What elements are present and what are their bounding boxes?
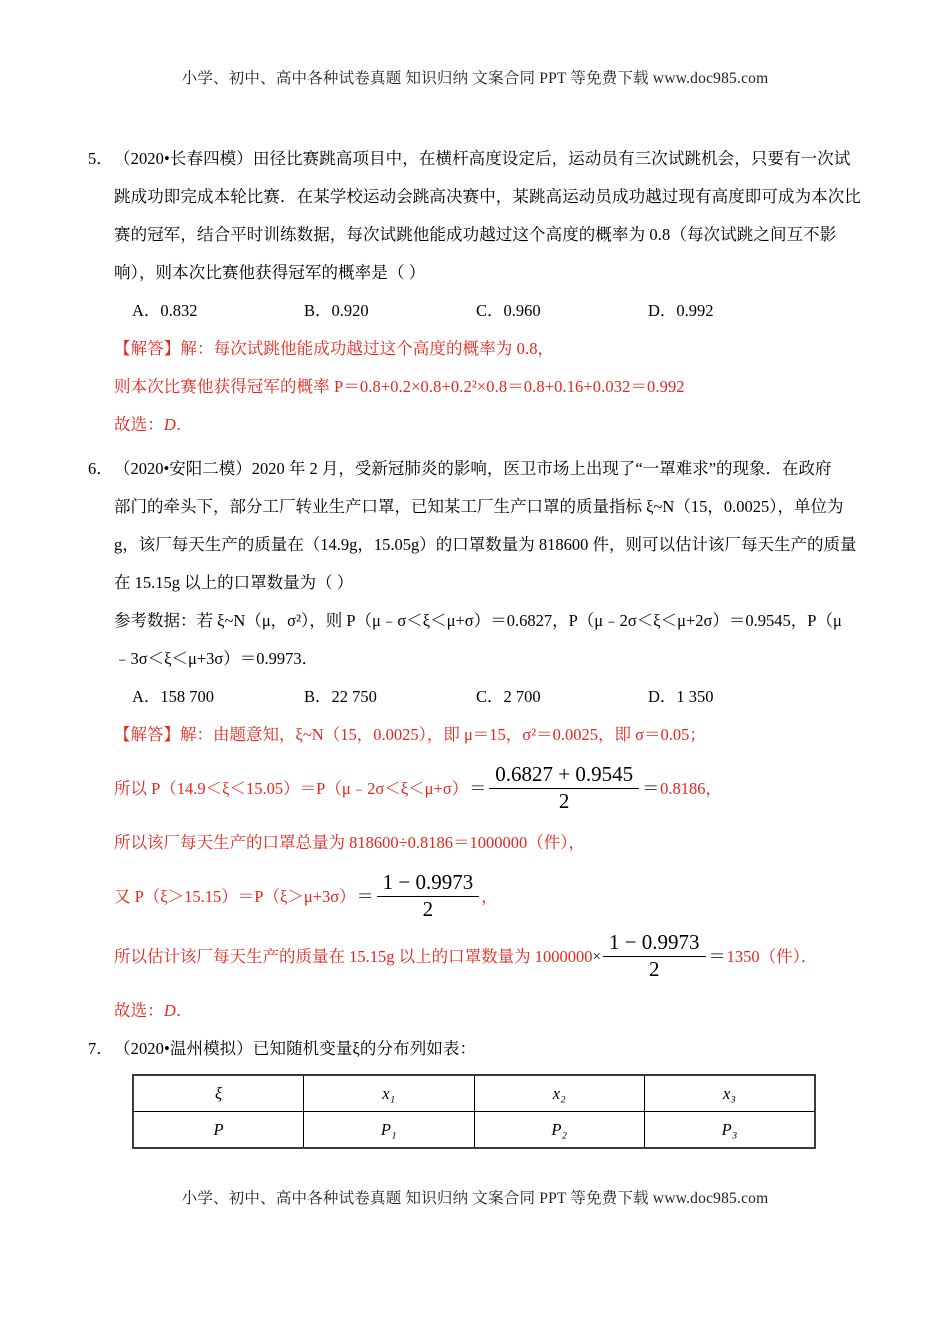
fraction xyxy=(489,763,639,813)
table-cell-x2: x₂ xyxy=(474,1075,645,1112)
distribution-table xyxy=(132,1074,816,1149)
fraction-denominator: 2 xyxy=(558,788,570,813)
option-b-value: 0.920 xyxy=(331,301,369,320)
option-a-label: A． xyxy=(132,687,161,706)
answer-line: 则本次比赛他获得冠军的概率 P＝0.8+0.2×0.8+0.2²×0.8＝0.8+0.16+0.032＝0.992 xyxy=(114,377,685,396)
answer-line xyxy=(114,716,878,754)
question-body-7 xyxy=(114,1030,878,1149)
answer-fraction-line-3 xyxy=(114,932,878,982)
fraction-prefix: 所以 P（14.9＜ξ＜15.05）＝P（μ﹣2σ＜ξ＜μ+σ） xyxy=(114,779,469,799)
answer-text: 每次试跳他能成功越过这个高度的概率为 0.8， xyxy=(213,339,555,358)
option-a-value: 0.832 xyxy=(160,301,198,320)
option-d-value: 1 350 xyxy=(676,687,714,706)
option-a-value: 158 700 xyxy=(160,687,215,706)
question-stem-line: 跳成功即完成本轮比赛．在某学校运动会跳高决赛中，某跳高运动员成功越过现有高度即可成为本次比 xyxy=(114,187,861,206)
table-cell-p: P xyxy=(133,1112,304,1149)
table-cell-p3: P₃ xyxy=(645,1112,816,1149)
question-stem-line: g，该厂每天生产的质量在（14.9g，15.05g）的口罩数量为 818600 件，则可以估计该厂每天生产的质量 xyxy=(114,535,857,554)
table-cell-p2: P₂ xyxy=(474,1112,645,1149)
question-stem-line: 响），则本次比赛他获得冠军的概率是（ ） xyxy=(114,263,426,282)
answer-fraction-line-2 xyxy=(114,872,878,922)
reference-data-line: ﹣3σ＜ξ＜μ+3σ）＝0.9973． xyxy=(114,649,319,668)
fraction-suffix: ， xyxy=(481,887,498,907)
answer-label: 【解答】解： xyxy=(114,725,213,744)
option-c-value: 2 700 xyxy=(503,687,541,706)
option-row-5 xyxy=(114,292,878,330)
table-cell-x3: x₃ xyxy=(645,1075,816,1112)
fraction-denominator: 2 xyxy=(422,896,434,921)
table-cell-p1: P₁ xyxy=(304,1112,475,1149)
question-number-6: 6． xyxy=(88,459,113,478)
option-b-value: 22 750 xyxy=(331,687,377,706)
answer-fraction-line-1 xyxy=(114,764,878,814)
answer-line: 所以该厂每天生产的口罩总量为 818600÷0.8186＝1000000（件）， xyxy=(114,833,586,853)
question-body-6 xyxy=(114,450,878,1030)
choose-prefix: 故选： xyxy=(114,415,164,434)
fraction-numerator: 0.6827 + 0.9545 xyxy=(489,763,639,789)
times-sign: × xyxy=(592,949,601,966)
reference-data-line: 参考数据：若 ξ~N（μ，σ²），则 P（μ﹣σ＜ξ＜μ+σ）＝0.6827，P（μ﹣2σ＜ξ＜μ+2σ）＝0.9545，P（μ xyxy=(114,611,842,630)
answer-choose-line xyxy=(114,406,878,444)
question-block-6 xyxy=(88,450,878,1030)
table-cell-x1: x₁ xyxy=(304,1075,475,1112)
question-stem-line: （2020•安阳二模）2020 年 2 月，受新冠肺炎的影响，医卫市场上出现了“一罩难求”的现象．在政府 xyxy=(114,459,832,478)
fraction-denominator: 2 xyxy=(649,956,660,981)
option-d-label: D． xyxy=(648,687,677,706)
option-c-label: C． xyxy=(476,687,504,706)
document-content xyxy=(88,140,878,1149)
option-a[interactable] xyxy=(132,292,198,330)
option-d[interactable] xyxy=(648,292,714,330)
question-block-7 xyxy=(88,1030,878,1149)
question-stem-line: 部门的牵头下，部分工厂转业生产口罩，已知某工厂生产口罩的质量指标 ξ~N（15，0.0025），单位为 xyxy=(114,497,844,516)
option-a-label: A． xyxy=(132,301,161,320)
option-b[interactable] xyxy=(304,292,369,330)
equals-sign: ＝ xyxy=(708,947,726,967)
running-foot: 小学、初中、高中各种试卷真题 知识归纳 文案合同 PPT 等免费下载 www.doc985.com xyxy=(181,1190,769,1207)
answer-text: 由题意知，ξ~N（15，0.0025），即 μ＝15，σ²＝0.0025，即 σ＝0.05； xyxy=(213,725,706,744)
running-head: 小学、初中、高中各种试卷真题 知识归纳 文案合同 PPT 等免费下载 www.doc985.com xyxy=(181,70,769,87)
answer-label: 【解答】解： xyxy=(114,339,214,358)
option-b-label: B． xyxy=(304,301,332,320)
answer-choose-line xyxy=(114,992,878,1030)
fraction xyxy=(377,871,480,921)
question-stem-line: 赛的冠军，结合平时训练数据，每次试跳他能成功越过这个高度的概率为 0.8（每次试跳之间互不影 xyxy=(114,225,837,244)
fraction-result: 1350（件）． xyxy=(726,947,818,967)
fraction-numerator: 1 − 0.9973 xyxy=(603,931,706,957)
fraction-result: 0.8186， xyxy=(660,779,722,799)
question-number-5: 5． xyxy=(88,149,113,168)
option-c-value: 0.960 xyxy=(503,301,541,320)
option-c[interactable] xyxy=(476,678,541,716)
table-row xyxy=(133,1112,815,1149)
option-d-label: D． xyxy=(648,301,677,320)
table-row xyxy=(133,1075,815,1112)
choose-value: D． xyxy=(163,415,193,434)
question-stem-line: （2020•长春四模）田径比赛跳高项目中，在横杆高度设定后，运动员有三次试跳机会，只要有一次试 xyxy=(114,149,851,168)
question-number-7: 7． xyxy=(88,1039,113,1059)
option-c-label: C． xyxy=(476,301,504,320)
question-block-5 xyxy=(88,140,878,444)
question-stem-line: （2020•温州模拟）已知随机变量ξ的分布列如表： xyxy=(114,1039,477,1059)
choose-value: D． xyxy=(163,1001,193,1021)
option-d[interactable] xyxy=(648,678,714,716)
equals-sign: ＝ xyxy=(642,779,660,799)
equals-sign: ＝ xyxy=(356,887,374,907)
option-c[interactable] xyxy=(476,292,541,330)
question-stem-line: 在 15.15g 以上的口罩数量为（ ） xyxy=(114,573,354,592)
option-row-6 xyxy=(114,678,878,716)
question-body-5 xyxy=(114,140,878,444)
equals-sign: ＝ xyxy=(469,779,487,799)
option-b-label: B． xyxy=(304,687,332,706)
option-b[interactable] xyxy=(304,678,377,716)
fraction xyxy=(603,931,706,981)
table-cell-xi: ξ xyxy=(133,1075,304,1112)
option-d-value: 0.992 xyxy=(676,301,714,320)
choose-prefix: 故选： xyxy=(114,1001,164,1021)
option-a[interactable] xyxy=(132,678,214,716)
fraction-prefix: 所以估计该厂每天生产的质量在 15.15g 以上的口罩数量为 1000000 xyxy=(114,947,593,967)
fraction-numerator: 1 − 0.9973 xyxy=(377,871,480,897)
fraction-prefix: 又 P（ξ＞15.15）＝P（ξ＞μ+3σ） xyxy=(114,887,356,907)
answer-line xyxy=(114,330,878,368)
